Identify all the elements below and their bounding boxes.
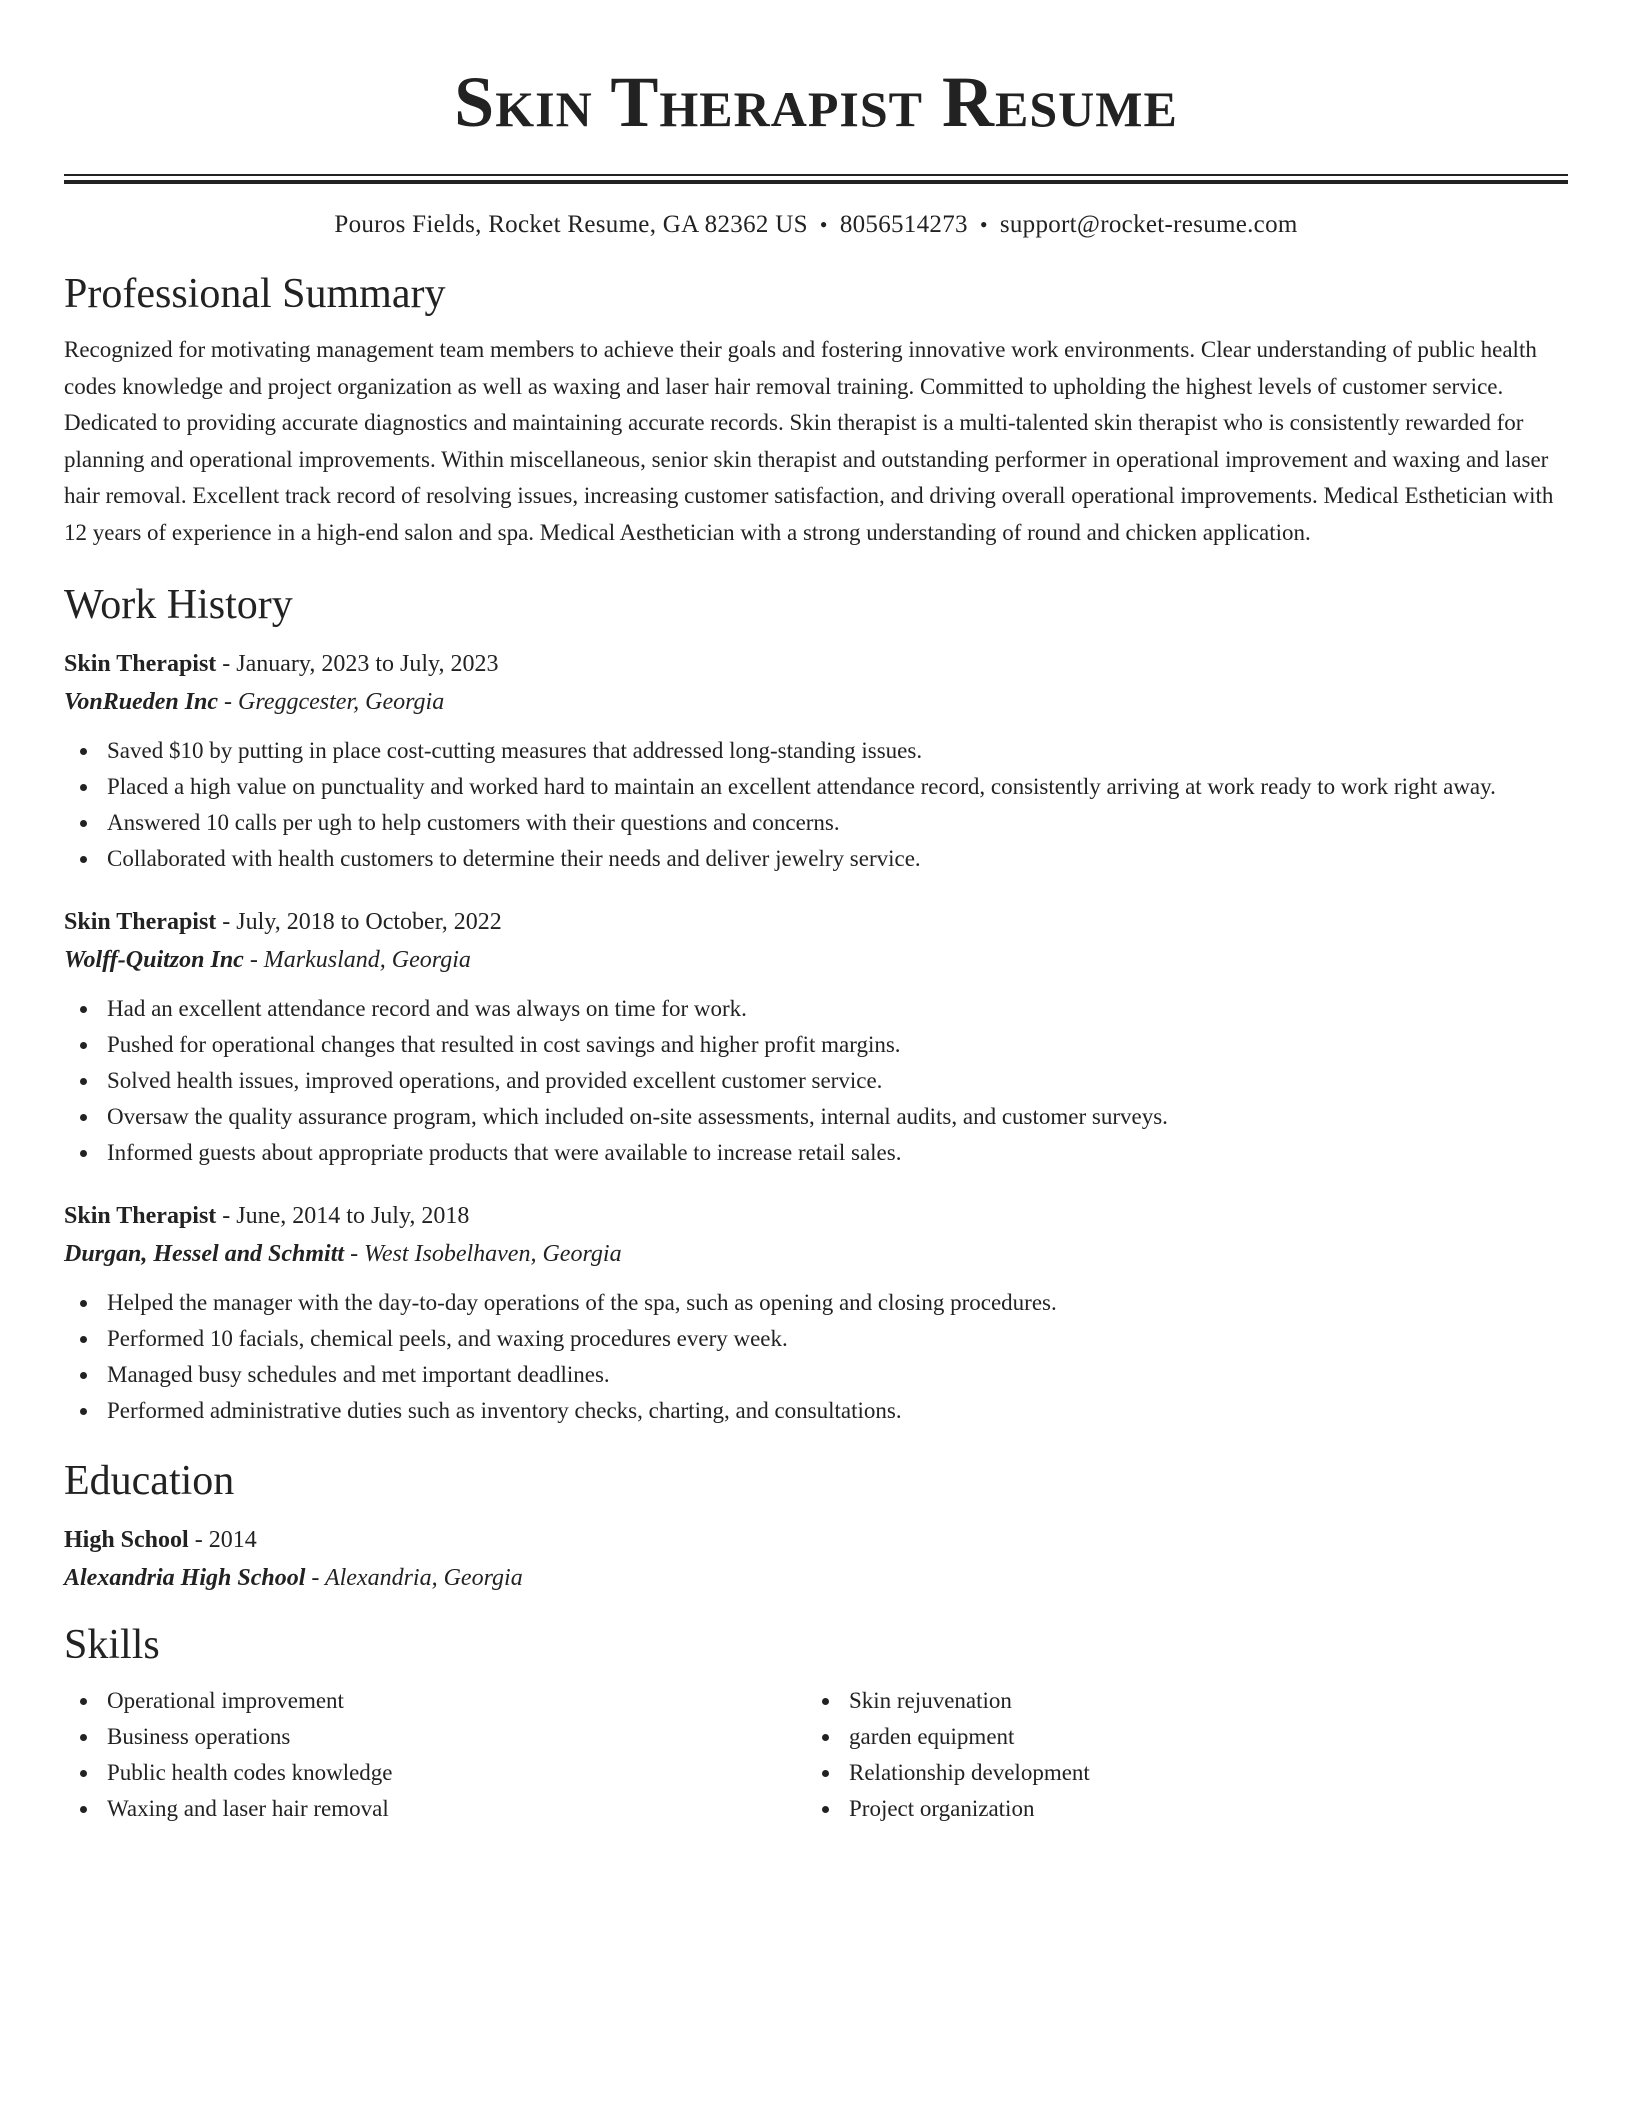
job-title: Skin Therapist	[64, 651, 217, 677]
job-company-line	[64, 1235, 1568, 1273]
list-item	[64, 805, 1568, 841]
job-entry	[64, 903, 1568, 1171]
job-company-line	[64, 941, 1568, 979]
list-item	[64, 1357, 1568, 1393]
school-line	[64, 1559, 1568, 1597]
skill-item	[806, 1719, 1548, 1755]
contact-separator: •	[819, 212, 828, 237]
bullet-text: Saved $10 by putting in place cost-cutting measures that addressed long-standing issues.	[107, 738, 923, 763]
bullet-icon	[80, 1372, 87, 1379]
list-item	[64, 733, 1568, 769]
skill-item	[64, 1791, 806, 1827]
skill-item	[806, 1683, 1548, 1719]
skill-text: Business operations	[107, 1724, 291, 1749]
job-title: Skin Therapist	[64, 1203, 217, 1229]
bullet-icon	[80, 748, 87, 755]
bullet-icon	[822, 1698, 829, 1705]
bullet-icon	[80, 820, 87, 827]
contact-phone: 8056514273	[839, 211, 968, 238]
bullet-icon	[80, 856, 87, 863]
contact-line	[64, 208, 1568, 242]
job-location: - West Isobelhaven, Georgia	[344, 1241, 622, 1267]
skill-text: Waxing and laser hair removal	[107, 1796, 389, 1821]
bullet-icon	[822, 1770, 829, 1777]
skill-item	[806, 1791, 1548, 1827]
job-bullets	[64, 991, 1568, 1171]
summary-section	[64, 268, 1568, 551]
contact-separator: •	[979, 212, 988, 237]
title-divider	[64, 174, 1568, 184]
job-company: Durgan, Hessel and Schmitt	[64, 1241, 345, 1267]
skill-text: Public health codes knowledge	[107, 1760, 393, 1785]
skills-list	[64, 1683, 806, 1827]
education-heading: Education	[64, 1458, 235, 1504]
bullet-icon	[80, 1698, 87, 1705]
summary-text: Recognized for motivating management team members to achieve their goals and fostering innovative work environments. Clear understanding of public health codes knowledge and project organization as well as waxing and laser hair removal training. Committed to upholding the highest levels of customer service. Dedicated to providing accurate diagnostics and maintaining accurate records. Skin therapist is a multi-talented skin therapist who is consistently rewarded for planning and operational improvements. Within miscellaneous, senior skin therapist and outstanding performer in operational improvement and waxing and laser hair removal. Excellent track record of resolving issues, increasing customer satisfaction, and driving overall operational improvements. Medical Esthetician with 12 years of experience in a high-end salon and spa. Medical Aesthetician with a strong understanding of round and chicken application.	[64, 337, 1554, 545]
job-bullets	[64, 733, 1568, 877]
job-title-line	[64, 903, 1568, 941]
list-item	[64, 841, 1568, 877]
degree: High School	[64, 1527, 189, 1553]
job-company-line	[64, 683, 1568, 721]
bullet-icon	[80, 1150, 87, 1157]
bullet-text: Managed busy schedules and met important deadlines.	[107, 1362, 610, 1387]
education-entry	[64, 1521, 1568, 1597]
list-item	[64, 1321, 1568, 1357]
school-location: - Alexandria, Georgia	[305, 1565, 523, 1591]
bullet-icon	[822, 1734, 829, 1741]
bullet-text: Solved health issues, improved operations, and provided excellent customer service.	[107, 1068, 883, 1093]
bullet-icon	[80, 1408, 87, 1415]
skills-list	[806, 1683, 1548, 1827]
bullet-icon	[80, 1078, 87, 1085]
job-title-line	[64, 1197, 1568, 1235]
bullet-text: Informed guests about appropriate products that were available to increase retail sales.	[107, 1140, 902, 1165]
job-dates: - July, 2018 to October, 2022	[216, 909, 502, 935]
contact-email: support@rocket-resume.com	[999, 211, 1298, 238]
bullet-icon	[80, 1770, 87, 1777]
graduation-year: - 2014	[188, 1527, 257, 1553]
list-item	[64, 991, 1568, 1027]
school-name: Alexandria High School	[64, 1565, 306, 1591]
bullet-text: Helped the manager with the day-to-day operations of the spa, such as opening and closing procedures.	[107, 1290, 1057, 1315]
skill-item	[806, 1755, 1548, 1791]
bullet-icon	[80, 1042, 87, 1049]
bullet-text: Pushed for operational changes that resulted in cost savings and higher profit margins.	[107, 1032, 901, 1057]
education-section	[64, 1455, 1568, 1597]
bullet-text: Performed administrative duties such as inventory checks, charting, and consultations.	[107, 1398, 902, 1423]
degree-line	[64, 1521, 1568, 1559]
list-item	[64, 1099, 1568, 1135]
skill-text: Relationship development	[849, 1760, 1090, 1785]
summary-heading: Professional Summary	[64, 271, 446, 317]
skill-text: Operational improvement	[107, 1688, 344, 1713]
bullet-text: Performed 10 facials, chemical peels, and waxing procedures every week.	[107, 1326, 788, 1351]
skills-heading: Skills	[64, 1622, 160, 1668]
skills-grid	[64, 1683, 1568, 1827]
bullet-icon	[80, 1734, 87, 1741]
job-company: VonRueden Inc	[64, 689, 219, 715]
skills-section	[64, 1619, 1568, 1827]
work-history-section	[64, 579, 1568, 1429]
list-item	[64, 1063, 1568, 1099]
list-item	[64, 1027, 1568, 1063]
skill-text: Project organization	[849, 1796, 1035, 1821]
job-title: Skin Therapist	[64, 909, 217, 935]
job-location: - Greggcester, Georgia	[218, 689, 445, 715]
list-item	[64, 1285, 1568, 1321]
skill-item	[64, 1683, 806, 1719]
bullet-icon	[80, 1300, 87, 1307]
job-company: Wolff-Quitzon Inc	[64, 947, 244, 973]
bullet-icon	[822, 1806, 829, 1813]
bullet-text: Answered 10 calls per ugh to help customers with their questions and concerns.	[107, 810, 840, 835]
bullet-icon	[80, 1006, 87, 1013]
bullet-icon	[80, 1114, 87, 1121]
work-history-heading: Work History	[64, 582, 293, 628]
bullet-icon	[80, 1806, 87, 1813]
job-title-line	[64, 645, 1568, 683]
bullet-icon	[80, 784, 87, 791]
list-item	[64, 769, 1568, 805]
bullet-text: Had an excellent attendance record and was always on time for work.	[107, 996, 747, 1021]
skills-column-right	[806, 1683, 1548, 1827]
job-location: - Markusland, Georgia	[243, 947, 471, 973]
skill-item	[64, 1719, 806, 1755]
list-item	[64, 1135, 1568, 1171]
job-entry	[64, 1197, 1568, 1429]
bullet-text: Oversaw the quality assurance program, which included on-site assessments, internal audits, and customer surveys.	[107, 1104, 1168, 1129]
skill-text: Skin rejuvenation	[849, 1688, 1012, 1713]
resume-title: Skin Therapist Resume	[454, 62, 1178, 142]
skills-column-left	[64, 1683, 806, 1827]
job-dates: - June, 2014 to July, 2018	[216, 1203, 470, 1229]
bullet-text: Placed a high value on punctuality and worked hard to maintain an excellent attendance record, consistently arriving at work ready to work right away.	[107, 774, 1496, 799]
job-dates: - January, 2023 to July, 2023	[216, 651, 499, 677]
list-item	[64, 1393, 1568, 1429]
contact-address: Pouros Fields, Rocket Resume, GA 82362 US	[334, 211, 808, 238]
job-entry	[64, 645, 1568, 877]
skill-text: garden equipment	[849, 1724, 1015, 1749]
bullet-text: Collaborated with health customers to determine their needs and deliver jewelry service.	[107, 846, 921, 871]
bullet-icon	[80, 1336, 87, 1343]
skill-item	[64, 1755, 806, 1791]
job-bullets	[64, 1285, 1568, 1429]
